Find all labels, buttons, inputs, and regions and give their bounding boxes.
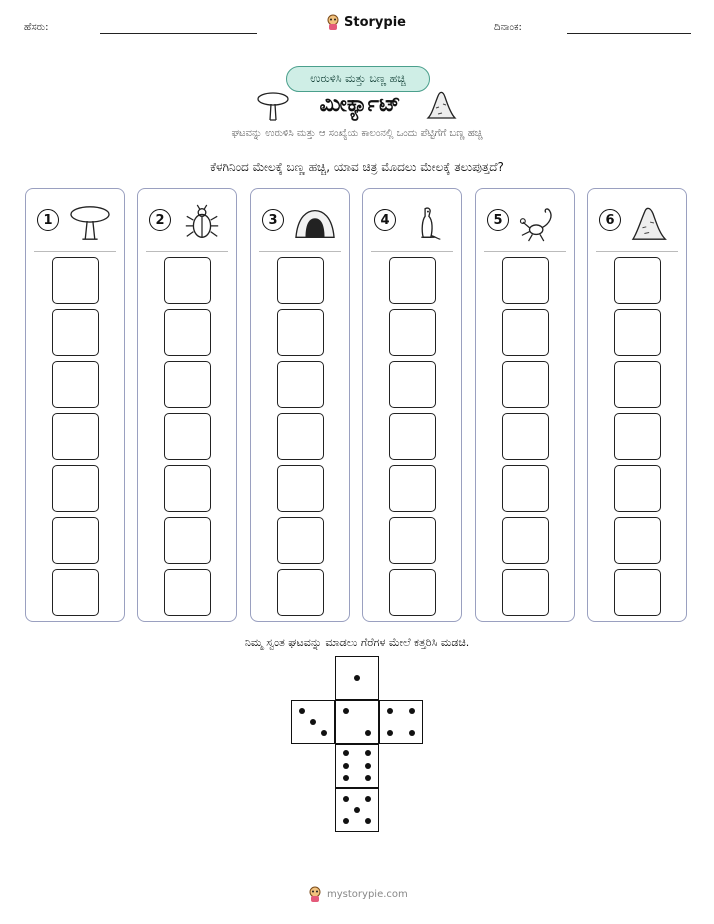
column-divider xyxy=(146,251,228,252)
color-box[interactable] xyxy=(389,569,436,616)
color-box[interactable] xyxy=(389,517,436,564)
color-box[interactable] xyxy=(502,361,549,408)
color-box[interactable] xyxy=(389,465,436,512)
beetle-icon xyxy=(178,203,226,243)
meerkat-mascot-icon xyxy=(308,886,322,902)
name-label: ಹೆಸರು: xyxy=(24,22,49,33)
die-pip xyxy=(343,775,349,781)
column-divider xyxy=(259,251,341,252)
column-number: 4 xyxy=(374,209,396,231)
acacia-tree-icon xyxy=(66,203,114,243)
column-header xyxy=(588,189,686,251)
die-pip xyxy=(365,818,371,824)
color-box[interactable] xyxy=(52,517,99,564)
color-box[interactable] xyxy=(614,257,661,304)
color-box[interactable] xyxy=(277,465,324,512)
column-3 xyxy=(250,188,350,622)
color-box[interactable] xyxy=(164,465,211,512)
color-box[interactable] xyxy=(389,361,436,408)
die-pip xyxy=(365,763,371,769)
brand-logo xyxy=(326,14,406,30)
column-1 xyxy=(25,188,125,622)
die-pip xyxy=(343,796,349,802)
color-box[interactable] xyxy=(164,569,211,616)
color-box[interactable] xyxy=(277,309,324,356)
column-number: 5 xyxy=(487,209,509,231)
column-divider xyxy=(34,251,116,252)
termite-mound-icon xyxy=(424,88,458,122)
color-box[interactable] xyxy=(52,309,99,356)
instruction-subtitle: ಘಟವನ್ನು ಉರುಳಿಸಿ ಮತ್ತು ಆ ಸಂಖ್ಯೆಯ ಕಾಲಂನಲ್ಲಿ ಒಂದು ಪೆಟ್ಟಿಗೆಗೆ ಬಣ್ಣ ಹಚ್ಚಿ xyxy=(231,128,483,139)
die-pip xyxy=(365,730,371,736)
color-box[interactable] xyxy=(164,517,211,564)
column-2 xyxy=(137,188,237,622)
color-box[interactable] xyxy=(614,309,661,356)
color-box[interactable] xyxy=(614,517,661,564)
date-label: ದಿನಾಂಕ: xyxy=(494,22,522,33)
color-box[interactable] xyxy=(502,413,549,460)
scorpion-icon xyxy=(516,203,564,243)
meerkat-mascot-icon xyxy=(326,14,340,30)
color-box[interactable] xyxy=(277,569,324,616)
die-pip xyxy=(365,796,371,802)
die-face-5 xyxy=(335,788,379,832)
color-box[interactable] xyxy=(277,517,324,564)
die-pip xyxy=(387,730,393,736)
die-face-3 xyxy=(291,700,335,744)
acacia-tree-icon xyxy=(256,90,290,122)
color-box[interactable] xyxy=(52,361,99,408)
name-line[interactable] xyxy=(100,33,257,34)
color-box[interactable] xyxy=(52,413,99,460)
burrow-icon xyxy=(291,203,339,243)
color-box[interactable] xyxy=(277,257,324,304)
color-box[interactable] xyxy=(52,569,99,616)
column-header xyxy=(251,189,349,251)
cut-fold-instruction: ನಿಮ್ಮ ಸ್ವಂತ ಘಟವನ್ನು ಮಾಡಲು ಗೆರೆಗಳ ಮೇಲೆ ಕತ್ತರಿಸಿ ಮಡಚಿ. xyxy=(244,636,470,649)
column-header xyxy=(26,189,124,251)
footer xyxy=(308,886,408,902)
color-box[interactable] xyxy=(277,361,324,408)
die-face-6 xyxy=(335,744,379,788)
column-number: 2 xyxy=(149,209,171,231)
column-divider xyxy=(596,251,678,252)
die-pip xyxy=(343,750,349,756)
page-title: ಮೀರ್ಕ್ಯಾಟ್ xyxy=(319,92,401,117)
die-pip xyxy=(310,719,316,725)
color-box[interactable] xyxy=(614,465,661,512)
meerkat-icon xyxy=(403,203,451,243)
die-pip xyxy=(321,730,327,736)
color-box[interactable] xyxy=(614,361,661,408)
question-text: ಕೆಳಗಿನಿಂದ ಮೇಲಕ್ಕೆ ಬಣ್ಣ ಹಚ್ಚಿ, ಯಾವ ಚಿತ್ರ ಮೊದಲು ಮೇಲಕ್ಕೆ ತಲುಪುತ್ತದೆ? xyxy=(210,160,504,174)
die-pip xyxy=(354,675,360,681)
column-header xyxy=(363,189,461,251)
brand-name: Storypie xyxy=(344,14,406,30)
column-number: 3 xyxy=(262,209,284,231)
column-4 xyxy=(362,188,462,622)
termite-mound-icon xyxy=(628,203,676,243)
die-pip xyxy=(343,763,349,769)
column-header xyxy=(476,189,574,251)
die-pip xyxy=(387,708,393,714)
column-number: 1 xyxy=(37,209,59,231)
color-box[interactable] xyxy=(164,309,211,356)
column-divider xyxy=(484,251,566,252)
die-face-2 xyxy=(335,700,379,744)
activity-badge: ಉರುಳಿಸಿ ಮತ್ತು ಬಣ್ಣ ಹಚ್ಚಿ xyxy=(286,66,430,92)
column-header xyxy=(138,189,236,251)
color-box[interactable] xyxy=(389,257,436,304)
color-box[interactable] xyxy=(502,569,549,616)
color-box[interactable] xyxy=(277,413,324,460)
column-divider xyxy=(371,251,453,252)
die-pip xyxy=(365,750,371,756)
die-pip xyxy=(299,708,305,714)
die-pip xyxy=(409,730,415,736)
color-box[interactable] xyxy=(502,257,549,304)
die-pip xyxy=(343,818,349,824)
color-box[interactable] xyxy=(614,569,661,616)
color-box[interactable] xyxy=(502,309,549,356)
date-line[interactable] xyxy=(567,33,691,34)
die-pip xyxy=(365,775,371,781)
color-box[interactable] xyxy=(52,257,99,304)
color-box[interactable] xyxy=(389,413,436,460)
column-6 xyxy=(587,188,687,622)
die-face-1 xyxy=(335,656,379,700)
color-box[interactable] xyxy=(164,413,211,460)
color-box[interactable] xyxy=(502,517,549,564)
column-number: 6 xyxy=(599,209,621,231)
die-pip xyxy=(354,807,360,813)
die-pip xyxy=(409,708,415,714)
die-pip xyxy=(343,708,349,714)
column-5 xyxy=(475,188,575,622)
color-box[interactable] xyxy=(614,413,661,460)
color-box[interactable] xyxy=(164,361,211,408)
die-face-4 xyxy=(379,700,423,744)
footer-url: mystorypie.com xyxy=(327,888,408,900)
color-box[interactable] xyxy=(52,465,99,512)
color-box[interactable] xyxy=(164,257,211,304)
color-box[interactable] xyxy=(502,465,549,512)
color-box[interactable] xyxy=(389,309,436,356)
